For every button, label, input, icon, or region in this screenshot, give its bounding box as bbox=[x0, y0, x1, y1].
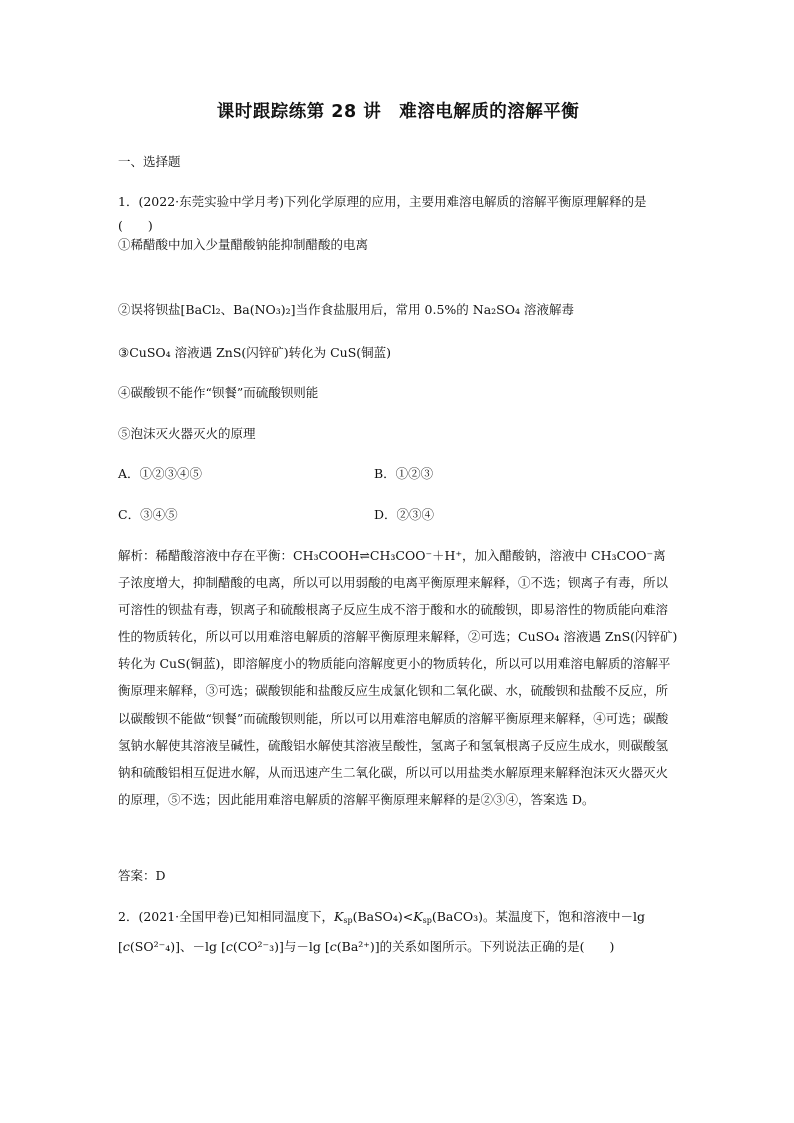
ksp-subscript-2: sp bbox=[422, 916, 432, 925]
question-2-stem bbox=[118, 904, 678, 960]
question-1-item-2: ②误将钡盐[BaCl₂、Ba(NO₃)₂]当作食盐服用后，常用 0.5%的 Na₂SO₄ 溶液解毒 bbox=[118, 302, 574, 317]
option-c: C．③④⑤ bbox=[118, 507, 178, 522]
question-1-item-1: ①稀醋酸中加入少量醋酸钠能抑制醋酸的电离 bbox=[118, 237, 369, 252]
q2-text-6: (Ba²⁺)]的关系如图所示。下列说法正确的是( ) bbox=[336, 939, 615, 954]
page-title bbox=[118, 98, 678, 123]
question-1-stem: 1．(2022·东莞实验中学月考)下列化学原理的应用，主要用难溶电解质的溶解平衡原理解释的是( ) bbox=[118, 194, 647, 233]
section-heading: 一、选择题 bbox=[118, 154, 181, 169]
q2-text-5: (CO²⁻₃)]与－lg [ bbox=[232, 939, 330, 954]
q2-text-1: 2．(2021·全国甲卷)已知相同温度下， bbox=[118, 909, 334, 924]
title-part1: 课时跟踪练第 28 讲 bbox=[216, 102, 382, 122]
question-1-item-3: ③CuSO₄ 溶液遇 ZnS(闪锌矿)转化为 CuS(铜蓝) bbox=[118, 345, 392, 360]
question-1-answer: 答案：D bbox=[118, 868, 166, 883]
conc-symbol-1: c bbox=[122, 939, 130, 954]
option-a: A．①②③④⑤ bbox=[118, 466, 203, 481]
q2-text-3: (BaCO₃)。某温度下，饱和溶液中－lg [ bbox=[118, 909, 646, 954]
q2-text-2: (BaSO₄)< bbox=[352, 909, 414, 924]
conc-symbol-2: c bbox=[225, 939, 233, 954]
ksp-subscript-1: sp bbox=[343, 916, 353, 925]
title-part2: 难溶电解质的溶解平衡 bbox=[399, 102, 580, 122]
ksp-symbol-2: K bbox=[413, 909, 423, 924]
option-b: B．①②③ bbox=[374, 466, 434, 481]
question-1-item-4: ④碳酸钡不能作“钡餐”而硫酸钡则能 bbox=[118, 385, 319, 400]
option-d: D．②③④ bbox=[374, 507, 435, 522]
conc-symbol-3: c bbox=[329, 939, 337, 954]
q2-text-4: (SO²⁻₄)]、－lg [ bbox=[129, 939, 226, 954]
question-1-item-5: ⑤泡沫灭火器灭火的原理 bbox=[118, 426, 256, 441]
ksp-symbol-1: K bbox=[334, 909, 344, 924]
question-1-analysis: 解析：稀醋酸溶液中存在平衡：CH₃COOH⇌CH₃COO⁻＋H⁺，加入醋酸钠，溶液中 CH₃COO⁻离子浓度增大，抑制醋酸的电离，所以可以用弱酸的电离平衡原理来解释，①不选；钡离子有毒，所以可溶性的钡盐有毒，钡离子和硫酸根离子反应生成不溶于酸和水的硫酸钡，即易溶性的物质能向难溶性的物质转化，所以可以用难溶电解质的溶解平衡原理来解释，②可选；CuSO₄ 溶液遇 ZnS(闪锌矿)转化为 CuS(铜蓝)，即溶解度小的物质能向溶解度更小的物质转化，所以可以用难溶电解质的溶解平衡原理来解释，③可选；碳酸钡能和盐酸反应生成氯化钡和二氧化碳、水，硫酸钡和盐酸不反应，所以碳酸钡不能做“钡餐”而硫酸钡则能，所以可以用难溶电解质的溶解平衡原理来解释，④可选；碳酸氢钠水解使其溶液呈碱性，硫酸铝水解使其溶液呈酸性，氢离子和氢氧根离子反应生成水，则碳酸氢钠和硫酸铝相互促进水解，从而迅速产生二氧化碳，所以可以用盐类水解原理来解释泡沫灭火器灭火的原理，⑤不选；因此能用难溶电解质的溶解平衡原理来解释的是②③④，答案选 D。 bbox=[118, 548, 678, 807]
